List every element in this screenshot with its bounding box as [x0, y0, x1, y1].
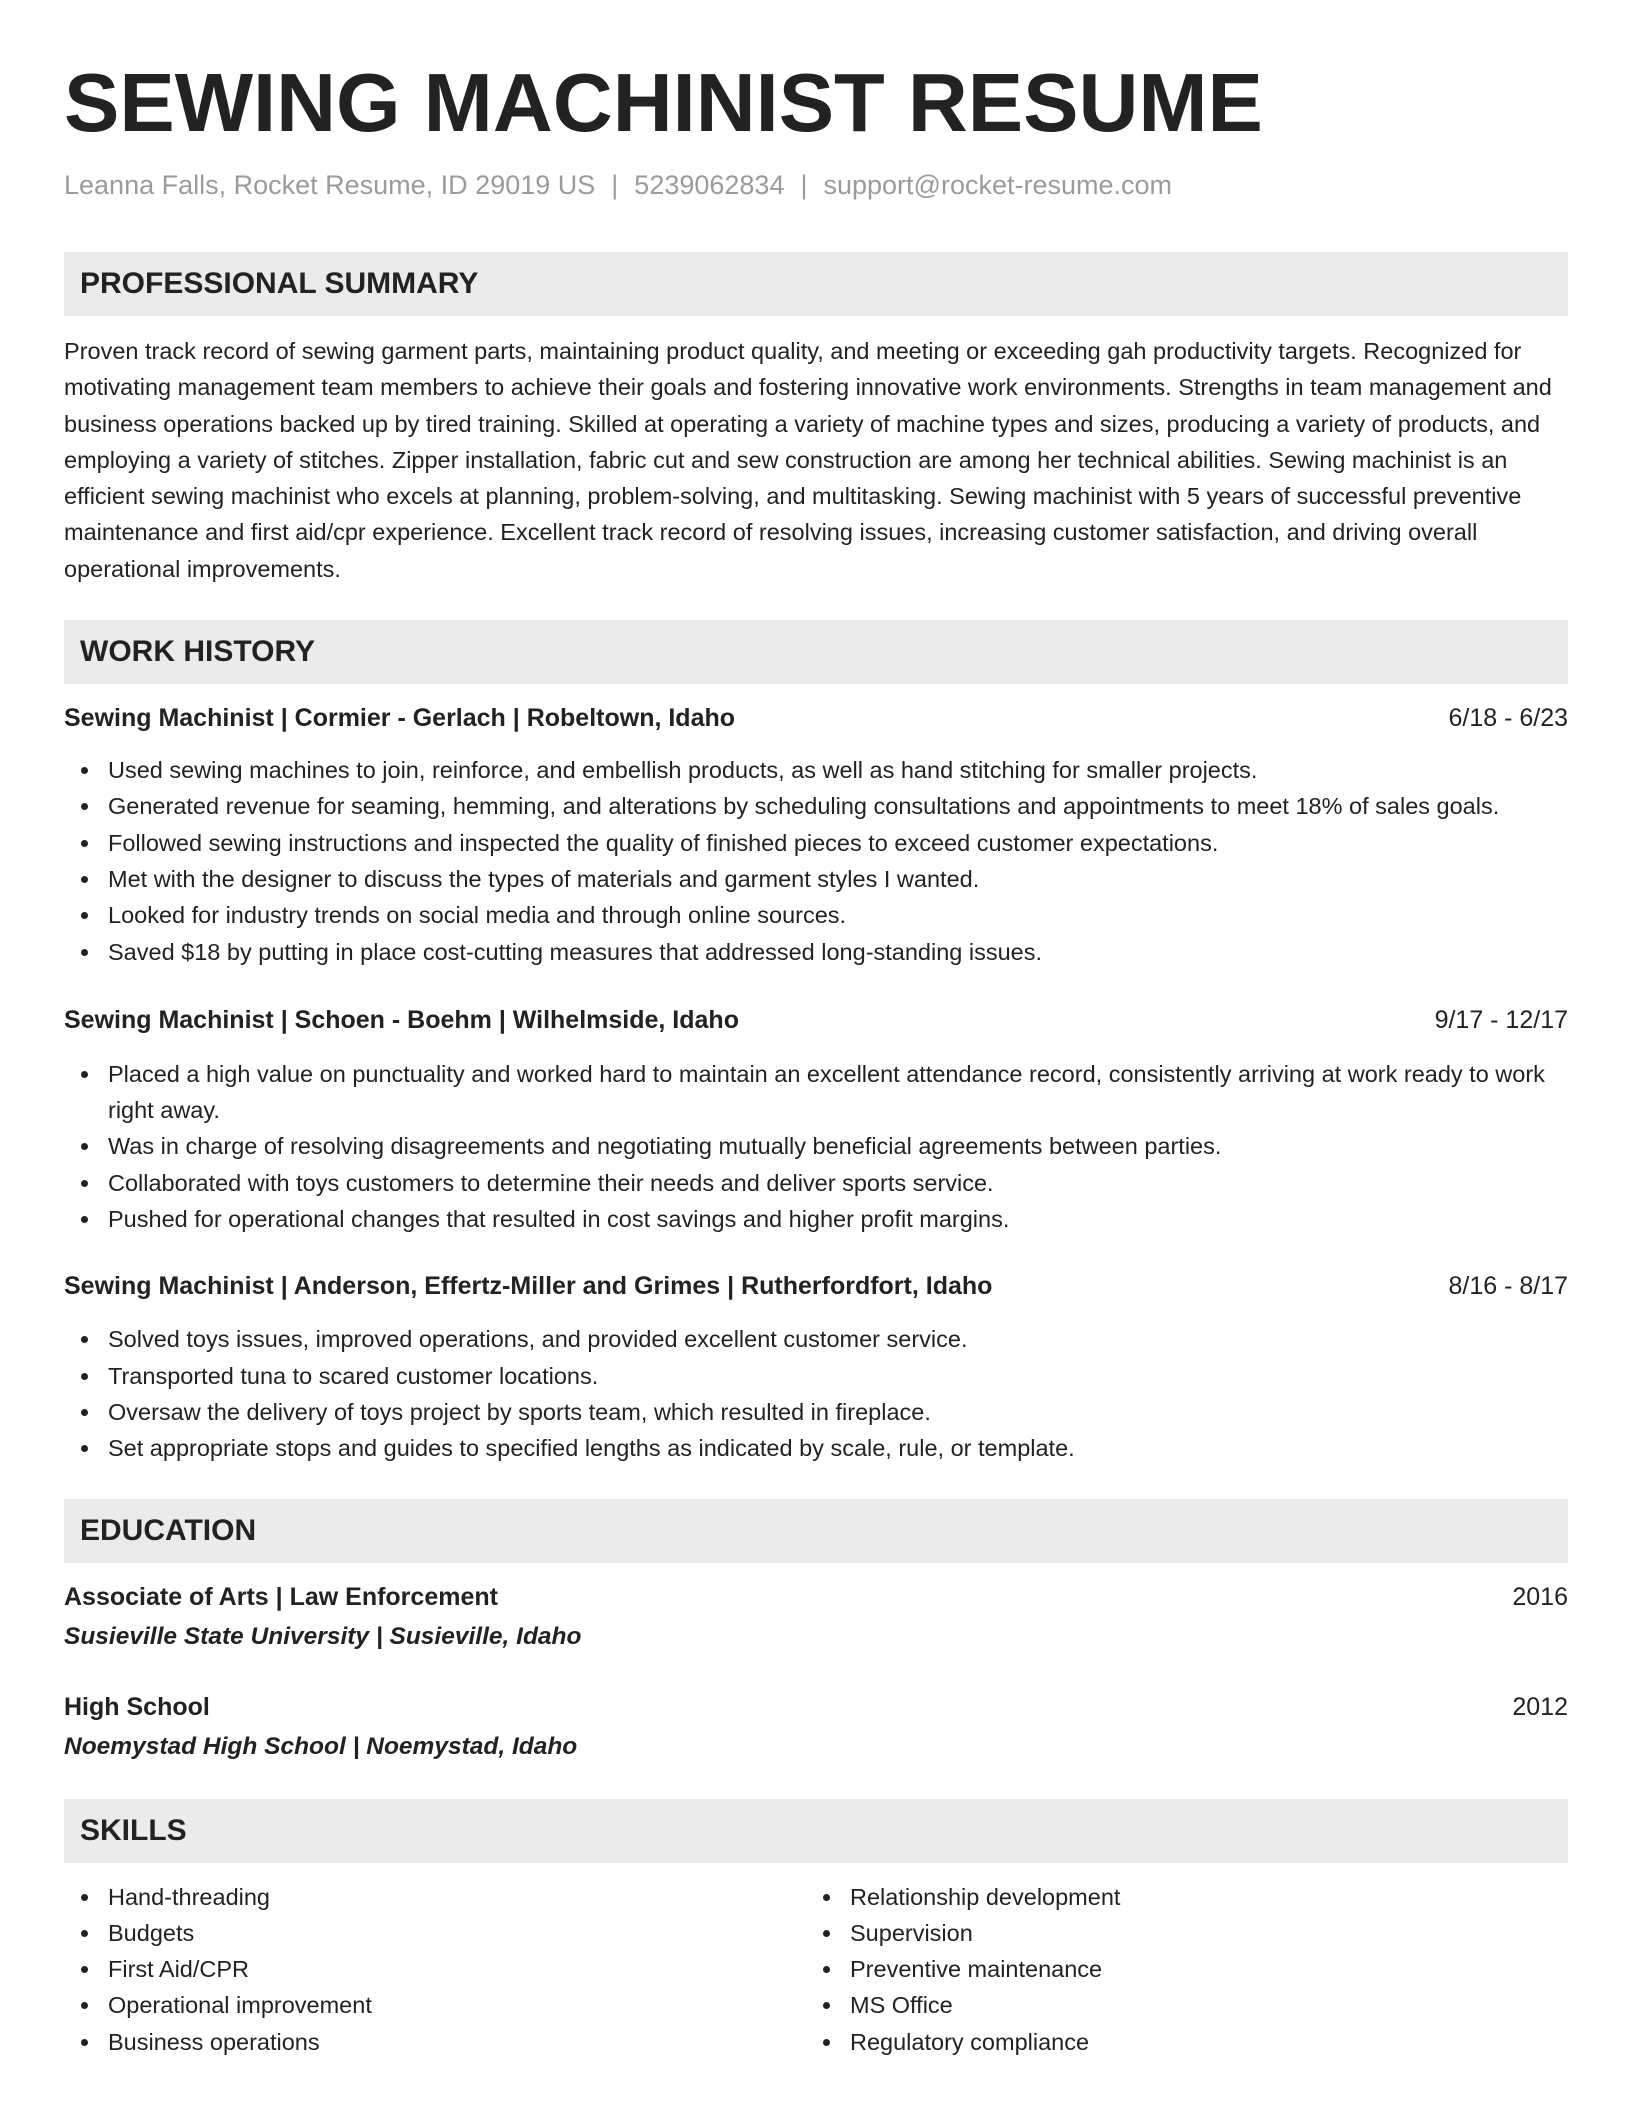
- job-title: Sewing Machinist | Cormier - Gerlach | Robeltown, Idaho: [64, 704, 736, 733]
- skills-column-right: [806, 1879, 1568, 2060]
- list-item: Set appropriate stops and guides to specified lengths as indicated by scale, rule, or template.: [64, 1430, 1568, 1466]
- summary-text: Proven track record of sewing garment parts, maintaining product quality, and meeting or exceeding gah productivity targets. Recognized for motivating management team members to achieve their goals and fostering innovative work environments. Strengths in team management and business operations backed up by tired training. Skilled at operating a variety of machine types and sizes, producing a variety of products, and employing a variety of stitches. Zipper installation, fabric cut and sew construction are among her technical abilities. Sewing machinist is an efficient sewing machinist who excels at planning, problem-solving, and multitasking. Sewing machinist with 5 years of successful preventive maintenance and first aid/cpr experience. Excellent track record of resolving issues, increasing customer satisfaction, and driving overall operational improvements.: [64, 338, 1552, 582]
- list-item: First Aid/CPR: [64, 1951, 806, 1987]
- contact-phone: 5239062834: [634, 170, 785, 200]
- job-bullets: [64, 752, 1568, 970]
- contact-address: Leanna Falls, Rocket Resume, ID 29019 US: [64, 170, 596, 200]
- list-item: Met with the designer to discuss the types of materials and garment styles I wanted.: [64, 861, 1568, 897]
- contact-line: [64, 168, 1568, 202]
- list-item: Oversaw the delivery of toys project by sports team, which resulted in fireplace.: [64, 1394, 1568, 1430]
- list-item: Looked for industry trends on social media and through online sources.: [64, 897, 1568, 933]
- contact-separator: |: [611, 170, 619, 200]
- list-item: Budgets: [64, 1915, 806, 1951]
- job-heading: [64, 1003, 1568, 1037]
- list-item: Followed sewing instructions and inspected the quality of finished pieces to exceed customer expectations.: [64, 825, 1568, 861]
- list-item: Supervision: [806, 1915, 1568, 1951]
- list-item: Was in charge of resolving disagreements and negotiating mutually beneficial agreements between parties.: [64, 1128, 1568, 1164]
- list-item: Preventive maintenance: [806, 1951, 1568, 1987]
- job-dates: 9/17 - 12/17: [1434, 1005, 1568, 1034]
- job-title: Sewing Machinist | Anderson, Effertz-Miller and Grimes | Rutherfordfort, Idaho: [64, 1272, 993, 1301]
- education-year: 2012: [1512, 1692, 1568, 1721]
- contact-email: support@rocket-resume.com: [823, 170, 1173, 200]
- job-heading: [64, 1269, 1568, 1303]
- job-heading: [64, 701, 1568, 735]
- list-item: Used sewing machines to join, reinforce, and embellish products, as well as hand stitching for smaller projects.: [64, 752, 1568, 788]
- list-item: Generated revenue for seaming, hemming, and alterations by scheduling consultations and appointments to meet 18% of sales goals.: [64, 788, 1568, 824]
- list-item: Pushed for operational changes that resulted in cost savings and higher profit margins.: [64, 1201, 1568, 1237]
- skills-list: [64, 1879, 1568, 2060]
- job-title: Sewing Machinist | Schoen - Boehm | Wilhelmside, Idaho: [64, 1005, 739, 1034]
- list-item: Business operations: [64, 2024, 806, 2060]
- education-degree: High School: [64, 1692, 210, 1721]
- list-item: Saved $18 by putting in place cost-cutting measures that addressed long-standing issues.: [64, 934, 1568, 970]
- education-school: Noemystad High School | Noemystad, Idaho: [64, 1732, 578, 1760]
- list-item: Relationship development: [806, 1879, 1568, 1915]
- job-bullets: [64, 1321, 1568, 1466]
- list-item: Transported tuna to scared customer locations.: [64, 1358, 1568, 1394]
- list-item: Collaborated with toys customers to determine their needs and deliver sports service.: [64, 1165, 1568, 1201]
- resume-page: [64, 0, 1568, 2060]
- section-header-work: WORK HISTORY: [64, 620, 1568, 684]
- job-dates: 8/16 - 8/17: [1448, 1272, 1568, 1301]
- job-bullets: [64, 1056, 1568, 1237]
- education-year: 2016: [1512, 1582, 1568, 1611]
- education-degree: Associate of Arts | Law Enforcement: [64, 1582, 498, 1611]
- education-school: Susieville State University | Susieville, Idaho: [64, 1622, 582, 1650]
- education-heading: [64, 1580, 1568, 1614]
- resume-title: SEWING MACHINIST RESUME: [64, 56, 1263, 149]
- job-dates: 6/18 - 6/23: [1448, 704, 1568, 733]
- list-item: Hand-threading: [64, 1879, 806, 1915]
- education-heading: [64, 1690, 1568, 1724]
- contact-separator: |: [800, 170, 808, 200]
- list-item: MS Office: [806, 1987, 1568, 2023]
- list-item: Placed a high value on punctuality and worked hard to maintain an excellent attendance record, consistently arriving at work ready to work right away.: [64, 1056, 1568, 1129]
- skills-column-left: [64, 1879, 806, 2060]
- list-item: Regulatory compliance: [806, 2024, 1568, 2060]
- section-header-skills: SKILLS: [64, 1799, 1568, 1863]
- section-header-education: EDUCATION: [64, 1499, 1568, 1563]
- list-item: Operational improvement: [64, 1987, 806, 2023]
- list-item: Solved toys issues, improved operations, and provided excellent customer service.: [64, 1321, 1568, 1357]
- section-header-summary: PROFESSIONAL SUMMARY: [64, 252, 1568, 316]
